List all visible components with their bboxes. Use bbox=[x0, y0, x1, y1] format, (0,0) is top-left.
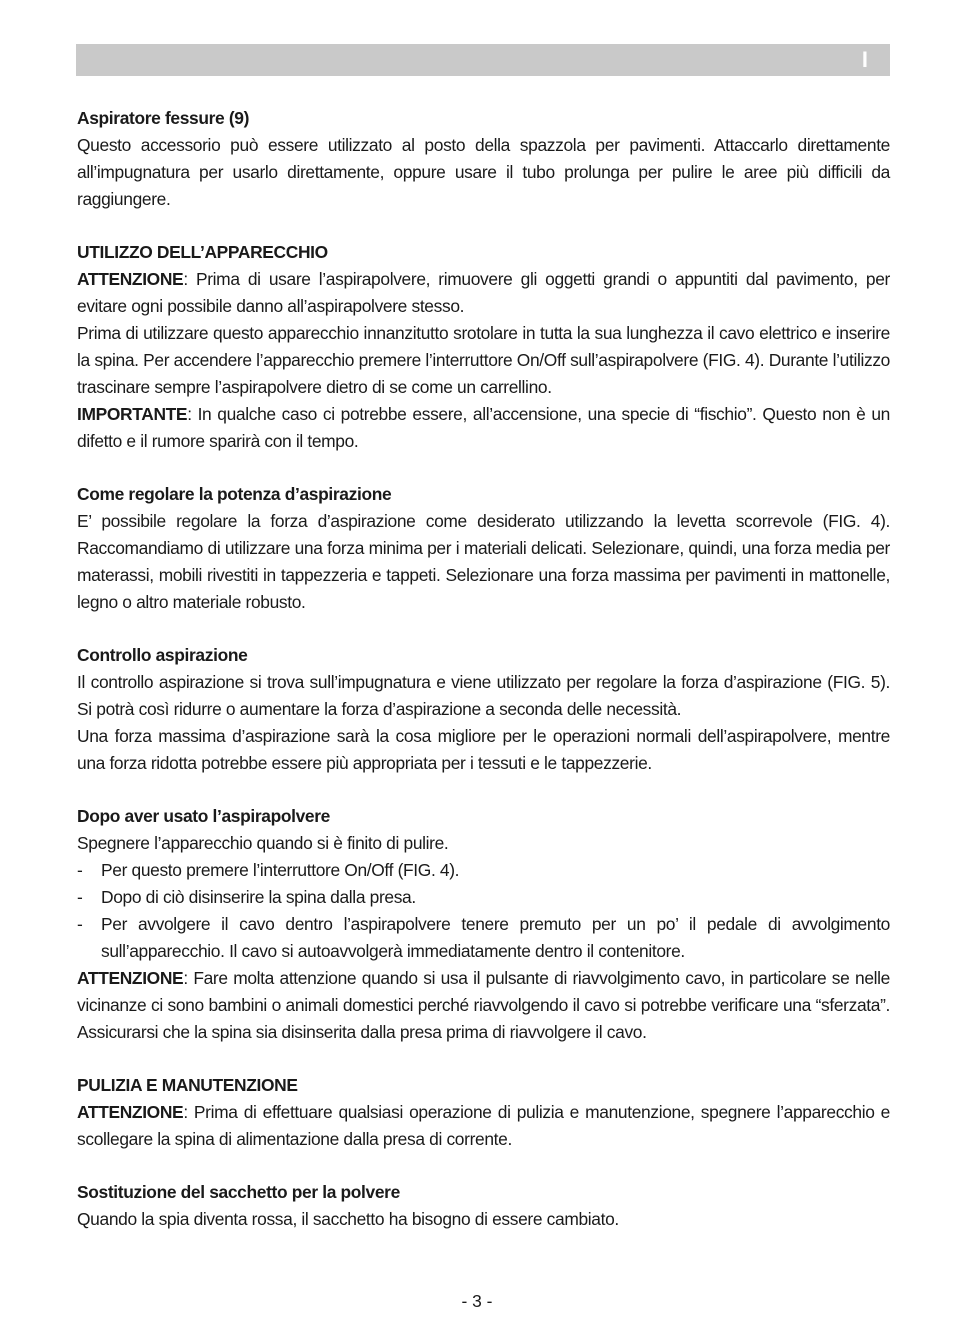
important-label: IMPORTANTE bbox=[77, 404, 188, 424]
list-item-text: Per questo premere l’interruttore On/Off (FIG. 4). bbox=[101, 860, 460, 880]
paragraph: Quando la spia diventa rossa, il sacchetto ha bisogno di essere cambiato. bbox=[77, 1209, 619, 1229]
manual-content bbox=[77, 105, 890, 1259]
paragraph: Una forza massima d’aspirazione sarà la cosa migliore per le operazioni normali dell’aspirapolvere, mentre una forza ridotta potrebbe essere più appropriata per i tessuti e le tappezzerie. bbox=[77, 726, 890, 773]
paragraph: Questo accessorio può essere utilizzato al posto della spazzola per pavimenti. Attaccarlo direttamente all’impugnatura per usarlo direttamente, oppure usare il tubo prolunga per pulire le aree più difficili da raggiungere. bbox=[77, 135, 890, 209]
language-mark: I bbox=[861, 47, 868, 72]
attention-label: ATTENZIONE bbox=[77, 1102, 184, 1122]
paragraph: Prima di utilizzare questo apparecchio innanzitutto srotolare in tutta la sua lunghezza il cavo elettrico e inserire la spina. Per accendere l’apparecchio premere l’interruttore On/Off sull’aspirapolvere (FIG. 4). Durante l’utilizzo trascinare sempre l’aspirapolvere dietro di se come un carrellino. bbox=[77, 323, 890, 397]
header-bar bbox=[76, 44, 890, 76]
attention-text: : Fare molta attenzione quando si usa il pulsante di riavvolgimento cavo, in particolare se nelle vicinanze ci sono bambini o animali domestici perché riavvolgendo il cavo si potrebbe verificare una “sferzata”. Assicurarsi che la spina sia disinserita dalla presa prima di riavvolgere il cavo. bbox=[77, 968, 890, 1042]
dash-marker: - bbox=[77, 887, 83, 907]
dash-marker: - bbox=[77, 914, 83, 934]
section-title: Aspiratore fessure (9) bbox=[77, 108, 250, 128]
section-sacchetto bbox=[77, 1179, 890, 1233]
attention-label: ATTENZIONE bbox=[77, 269, 184, 289]
paragraph: Il controllo aspirazione si trova sull’impugnatura e viene utilizzato per regolare la forza d’aspirazione (FIG. 5). Si potrà così ridurre o aumentare la forza d’aspirazione a seconda delle necessità. bbox=[77, 672, 890, 719]
section-title: Dopo aver usato l’aspirapolvere bbox=[77, 806, 330, 826]
section-controllo bbox=[77, 642, 890, 777]
section-title: UTILIZZO DELL’APPARECCHIO bbox=[77, 242, 328, 262]
list-item-text: Dopo di ciò disinserire la spina dalla presa. bbox=[101, 887, 416, 907]
section-pulizia bbox=[77, 1072, 890, 1153]
list-item bbox=[77, 857, 890, 884]
dash-list bbox=[77, 857, 890, 965]
dash-marker: - bbox=[77, 860, 83, 880]
attention-label: ATTENZIONE bbox=[77, 968, 184, 988]
list-item-text: Per avvolgere il cavo dentro l’aspirapolvere tenere premuto per un po’ il pedale di avvolgimento sull’apparecchio. Il cavo si autoavvolgerà immediatamente dentro il contenitore. bbox=[101, 914, 890, 961]
attention-paragraph bbox=[77, 965, 890, 1046]
section-title: Sostituzione del sacchetto per la polvere bbox=[77, 1182, 400, 1202]
paragraph: Spegnere l’apparecchio quando si è finito di pulire. bbox=[77, 833, 449, 853]
attention-text: : Prima di effettuare qualsiasi operazione di pulizia e manutenzione, spegnere l’apparecchio e scollegare la spina di alimentazione dalla presa di corrente. bbox=[77, 1102, 890, 1149]
section-title: Controllo aspirazione bbox=[77, 645, 248, 665]
list-item bbox=[77, 911, 890, 965]
section-utilizzo bbox=[77, 239, 890, 455]
section-potenza bbox=[77, 481, 890, 616]
paragraph: E’ possibile regolare la forza d’aspirazione come desiderato utilizzando la levetta scorrevole (FIG. 4). Raccomandiamo di utilizzare una forza minima per i materiali delicati. Selezionare, quindi, una forza media per materassi, mobili rivestiti in tappezzeria e tappeti. Selezionare una forza massima per pavimenti in mattonelle, legno o altro materiale robusto. bbox=[77, 511, 890, 612]
section-title: Come regolare la potenza d’aspirazione bbox=[77, 484, 392, 504]
attention-paragraph bbox=[77, 266, 890, 320]
section-title: PULIZIA E MANUTENZIONE bbox=[77, 1075, 298, 1095]
section-dopo-uso bbox=[77, 803, 890, 1046]
important-text: : In qualche caso ci potrebbe essere, all’accensione, una specie di “fischio”. Questo non è un difetto e il rumore sparirà con il tempo. bbox=[77, 404, 890, 451]
important-paragraph bbox=[77, 401, 890, 455]
attention-paragraph bbox=[77, 1099, 890, 1153]
attention-text: : Prima di usare l’aspirapolvere, rimuovere gli oggetti grandi o appuntiti dal pavimento, per evitare ogni possibile danno all’aspirapolvere stesso. bbox=[77, 269, 890, 316]
page-number: - 3 - bbox=[461, 1291, 493, 1311]
list-item bbox=[77, 884, 890, 911]
section-aspiratore-fessure bbox=[77, 105, 890, 213]
